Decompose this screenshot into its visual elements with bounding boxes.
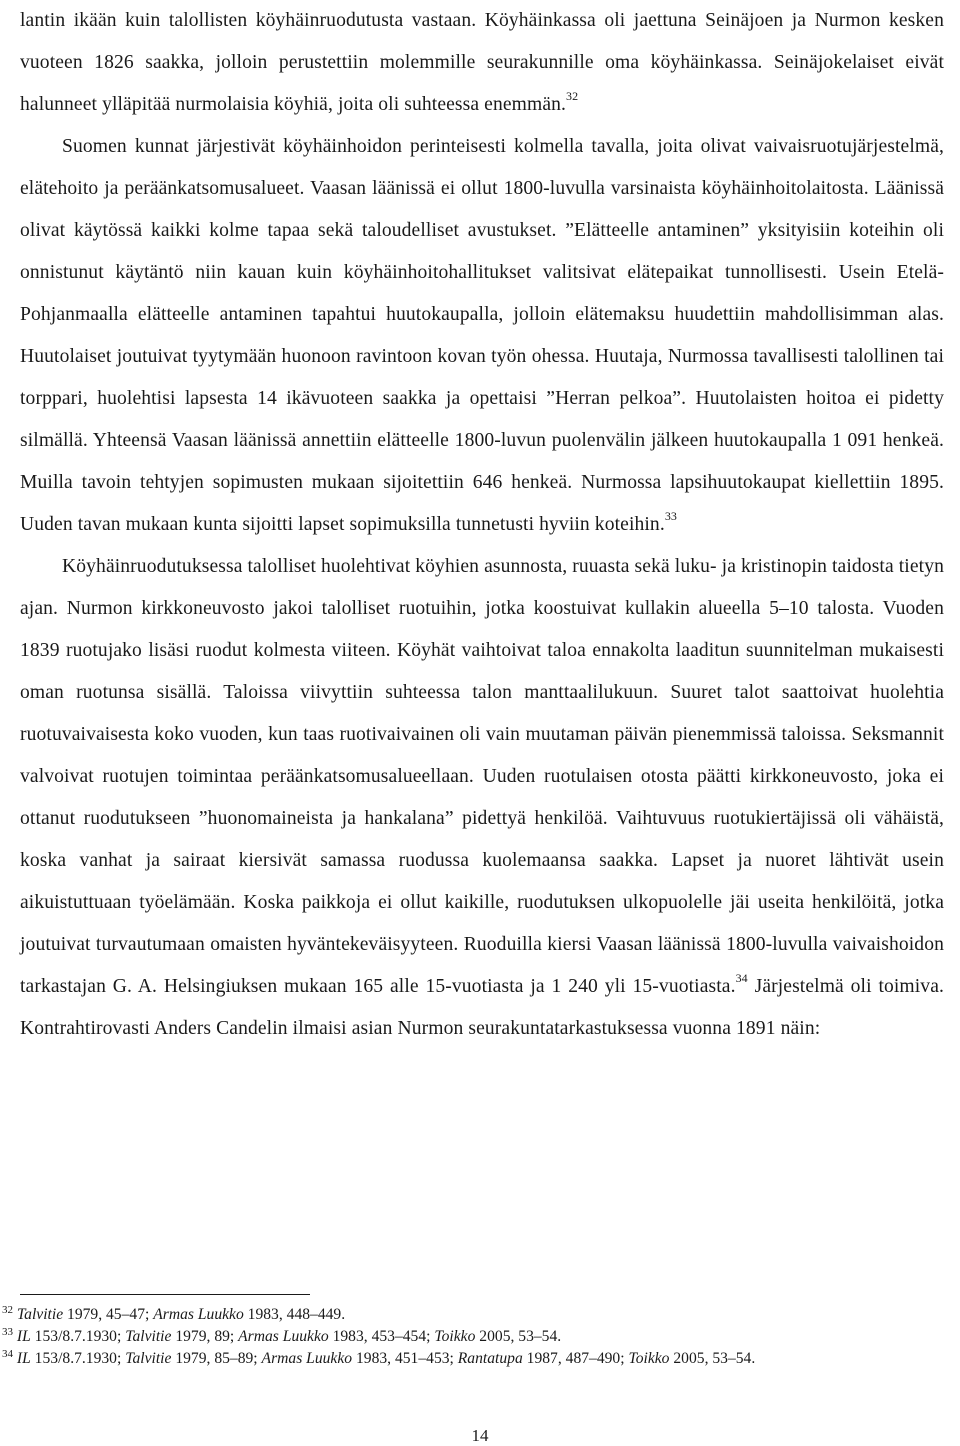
footnote-source-name: Toikko <box>434 1328 476 1345</box>
paragraph-3-text: Köyhäinruodutuksessa talolliset huolehtivat köyhien asunnosta, ruuasta sekä luku- ja kristinopin taidosta tietyn ajan. Nurmon kirkkoneuvosto jakoi talolliset ruotuihin, jotka koostuivat kullakin alueella 5–10 talosta. Vuoden 1839 ruotujako lisäsi ruodut kolmesta viiteen. Köyhät vaihtoivat taloa ennakolta laaditun suunnitelman mukaisesti oman ruotunsa sisällä. Taloissa viivyttiin suhteessa talon manttaalilukuun. Suuret talot saattoivat huolehtia ruotuvaivaisesta koko vuoden, kun taas ruotivaivainen oli vain muutaman päivän pienemmissä taloissa. Seksmannit valvoivat ruotujen toimintaa peräänkatsomusalueellaan. Uuden ruotulaisen otosta päätti kirkkoneuvosto, joka ei ottanut ruodutukseen ”huonomaineista ja hankalana” pidettyä henkilöä. Vaihtuvuus ruotukiertäjissä oli vähäistä, koska vanhat ja sairaat kiersivät samassa ruodussa kuolemaansa saakka. Lapset ja nuoret lähtivät usein aikuistuttuaan työelämään. Koska paikkoja ei ollut kaikille, ruodutuksen ulkopuolelle jäi useita henkilöitä, jotka joutuivat turvautumaan omaisten hyväntekeväisyyteen. Ruoduilla kiersi Vaasan läänissä 1800-luvulla vaivaishoidon tarkastajan G. A. Helsingiuksen mukaan 165 alle 15-vuotiasta ja 1 240 yli 15-vuotiasta. <box>20 556 944 997</box>
footnote-33 <box>2 1326 944 1348</box>
footnote-source-name: Talvitie <box>125 1350 172 1367</box>
footnote-segment: 1979, 89; <box>171 1328 239 1345</box>
footnote-segment: 1987, 487–490; <box>522 1350 629 1367</box>
footnote-source-name: Armas Luukko <box>261 1350 353 1367</box>
paragraph-1-text: lantin ikään kuin talollisten köyhäinruodutusta vastaan. Köyhäinkassa oli jaettuna Seinäjoen ja Nurmon kesken vuoteen 1826 saakka, jolloin perustettiin molemmille seurakunnille oma köyhäinkassa. Seinäjokelaiset eivät halunneet ylläpitää nurmolaisia köyhiä, joita oli suhteessa enemmän. <box>20 10 944 115</box>
footnote-separator <box>20 1294 310 1295</box>
footnote-source-name: Talvitie <box>16 1306 64 1323</box>
footnote-source-name: Talvitie <box>125 1328 172 1345</box>
footnote-segment: 1983, 448–449. <box>243 1306 346 1323</box>
footnote-ref-32[interactable]: 32 <box>566 89 579 104</box>
footnote-source-name: Armas Luukko <box>153 1306 244 1323</box>
paragraph-3 <box>20 546 944 1050</box>
footnote-segment: 2005, 53–54. <box>669 1350 756 1367</box>
footnote-source-name: IL <box>16 1328 31 1345</box>
footnote-32 <box>2 1304 944 1326</box>
footnote-text <box>17 1328 561 1345</box>
footnote-segment: 1979, 45–47; <box>63 1306 154 1323</box>
paragraph-2 <box>20 126 944 546</box>
document-page <box>20 0 944 1050</box>
paragraph-2-text: Suomen kunnat järjestivät köyhäinhoidon perinteisesti kolmella tavalla, joita olivat vaivaisruotujärjestelmä, elätehoito ja peräänkatsomusalueet. Vaasan läänissä ei ollut 1800-luvulla varsinaista köyhäinhoitolaitosta. Läänissä olivat käytössä kaikki kolme tapaa sekä taloudelliset avustukset. ”Elätteelle antaminen” yksityisiin koteihin oli onnistunut käytäntö niin kauan kuin köyhäinhoitohallitukset valitsivat elätepaikat tunnollisesti. Usein Etelä-Pohjanmaalla elätteelle antaminen tapahtui huutokaupalla, jolloin elätemaksu huudettiin mahdollisimman alas. Huutolaiset joutuivat tyytymään huonoon ravintoon kovan työn ohessa. Huutaja, Nurmossa tavallisesti talollinen tai torppari, huolehtisi lapsesta 14 ikävuoteen saakka ja opettaisi ”Herran pelkoa”. Huutolaisten hoitoa ei pidetty silmällä. Yhteensä Vaasan läänissä annettiin elätteelle 1800-luvun puolenvälin jälkeen huutokaupalla 1 091 henkeä. Muilla tavoin tehtyjen sopimusten mukaan sijoitettiin 646 henkeä. Nurmossa lapsihuutokaupat kiellettiin 1895. Uuden tavan mukaan kunta sijoitti lapset sopimuksilla tunnetusti hyviin koteihin. <box>20 136 944 535</box>
footnote-segment: 2005, 53–54. <box>475 1328 562 1345</box>
footnote-number: 33 <box>2 1325 13 1338</box>
footnote-segment: 1983, 451–453; <box>352 1350 458 1367</box>
page-number: 14 <box>471 1426 489 1445</box>
footnote-segment: 1979, 85–89; <box>171 1350 262 1367</box>
footnote-number: 34 <box>2 1347 13 1360</box>
paragraph-3-tail: Järjestelmä oli toimiva. Kontrahtirovasti Anders Candelin ilmaisi asian Nurmon seurakuntatarkastuksessa vuonna 1891 näin: <box>20 976 944 1039</box>
footnote-source-name: Rantatupa <box>457 1350 523 1367</box>
footnote-segment: 153/8.7.1930; <box>30 1350 126 1367</box>
footnote-34 <box>2 1348 944 1370</box>
footnote-segment: 153/8.7.1930; <box>30 1328 126 1345</box>
footnote-segment: 1983, 453–454; <box>328 1328 435 1345</box>
footnote-source-name: IL <box>16 1350 31 1367</box>
footnote-source-name: Armas Luukko <box>238 1328 329 1345</box>
footnote-ref-33[interactable]: 33 <box>664 509 678 524</box>
footnote-number: 32 <box>2 1303 13 1316</box>
footnote-text <box>17 1350 755 1367</box>
footnote-text <box>17 1306 345 1323</box>
footnote-source-name: Toikko <box>628 1350 670 1367</box>
footnote-ref-34[interactable]: 34 <box>735 971 748 986</box>
paragraph-1 <box>20 0 944 126</box>
footnotes <box>2 1304 944 1370</box>
